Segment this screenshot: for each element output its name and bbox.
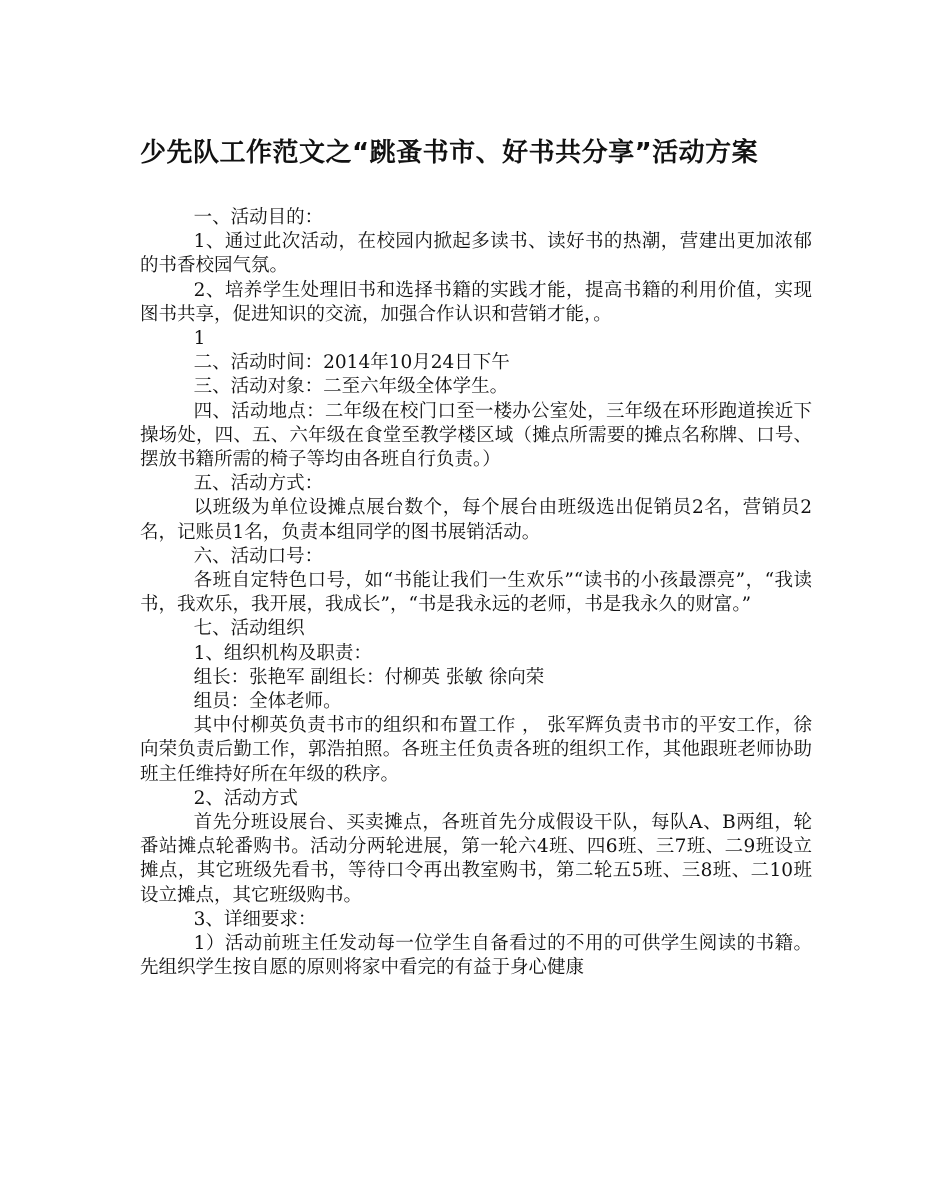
document-body: [140, 206, 812, 981]
requirements-subheading: 3、详细要求：: [193, 908, 317, 930]
purpose-item-1: 1、通过此次活动，在校园内掀起多读书、读好书的热潮，营建出更加浓郁的书香校园气氛。: [140, 231, 812, 277]
responsibilities: 其中付柳英负责书市的组织和布置工作 ， 张军辉负责书市的平安工作，徐向荣负责后勤工作，郭浩拍照。各班主任负责各班的组织工作，其他跟班老师协助班主任维持好所在年级的秩序。: [140, 715, 812, 785]
document-title: 少先队工作范文之“跳蚤书市、好书共分享”活动方案: [140, 138, 759, 168]
purpose-item-2: 2、培养学生处理旧书和选择书籍的实践才能，提高书籍的利用价值，实现图书共享，促进知识的交流，加强合作认识和营销才能，。: [140, 279, 812, 325]
heading-organization: 七、活动组织: [193, 618, 305, 640]
method-description: 以班级为单位设摊点展台数个，每个展台由班级选出促销员2名，营销员2名，记账员1名，负责本组同学的图书展销活动。: [140, 497, 812, 543]
activity-audience: 三、活动对象：二至六年级全体学生。: [193, 376, 509, 398]
heading-method: 五、活动方式：: [193, 473, 324, 495]
activity-method-details: 首先分班设展台、买卖摊点，各班首先分成假设干队，每队A、B两组，轮番站摊点轮番购书。活动分两轮进展，第一轮六4班、四6班、三7班、二9班设立摊点，其它班级先看书，等待口令再出教室购书，第二轮五5班、三8班、二10班设立摊点，其它班级购书。: [140, 812, 812, 906]
activity-location: 四、活动地点：二年级在校门口至一楼办公室处，三年级在环形跑道挨近下操场处，四、五、六年级在食堂至教学楼区域（摊点所需要的摊点名称牌、口号、摆放书籍所需的椅子等均由各班自行负责。）: [140, 400, 812, 471]
page-number-marker: 1: [193, 328, 206, 350]
slogan-description: 各班自定特色口号，如“书能让我们一生欢乐”“读书的小孩最漂亮”，“我读书，我欢乐，我开展，我成长”，“书是我永远的老师，书是我永久的财富。”: [140, 570, 812, 616]
heading-purpose: 一、活动目的：: [193, 207, 324, 228]
requirement-item-1: 1）活动前班主任发动每一位学生自备看过的不用的可供学生阅读的书籍。先组织学生按自愿的原则将家中看完的有益于身心健康: [140, 933, 812, 979]
organization-subheading: 1、组织机构及职责：: [193, 642, 372, 664]
heading-slogan: 六、活动口号：: [193, 545, 324, 567]
activity-time: 二、活动时间：2014年10月24日下午: [193, 352, 510, 374]
team-members: 组员：全体老师。: [193, 691, 342, 713]
team-leaders: 组长：张艳军 副组长：付柳英 张敏 徐向荣: [193, 666, 545, 688]
activity-method-subheading: 2、活动方式: [193, 787, 298, 809]
